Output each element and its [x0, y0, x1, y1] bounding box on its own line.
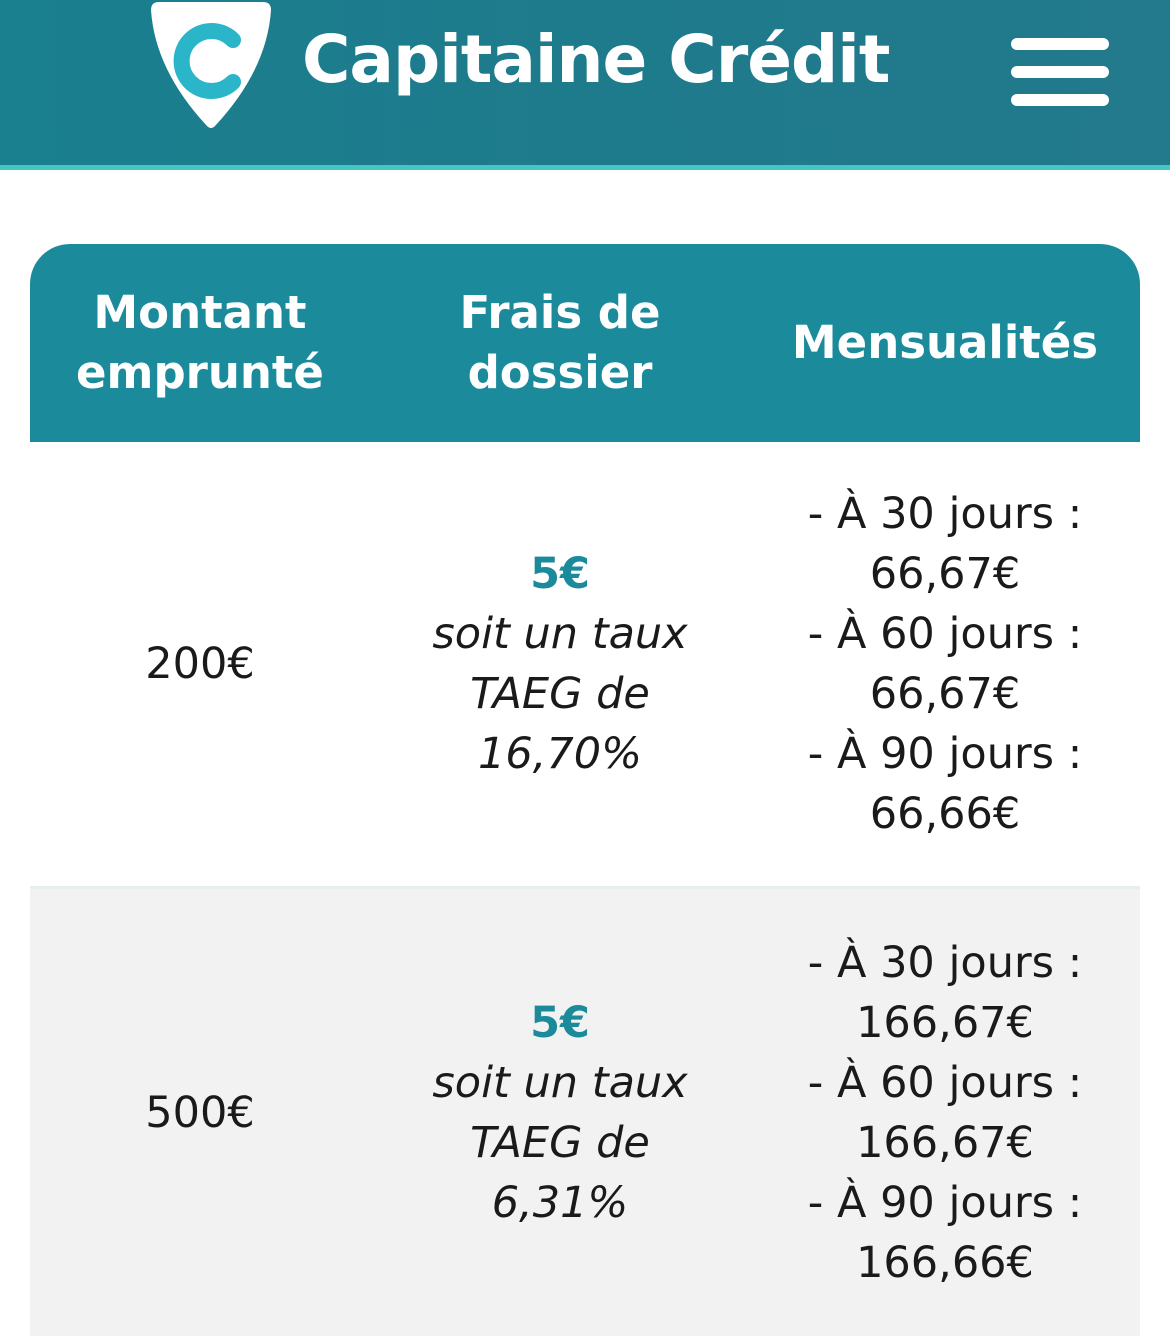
payment-value-30: 166,67€: [856, 997, 1034, 1048]
header-mensualites: Mensualités: [791, 316, 1099, 369]
hamburger-menu-icon[interactable]: [1006, 34, 1114, 110]
header-montant-emprunte: Montant emprunté: [76, 286, 324, 399]
payment-value-90: 166,66€: [856, 1237, 1034, 1288]
payment-label-60: - À 60 jours :: [807, 609, 1083, 659]
logo-shield-icon[interactable]: [145, 0, 277, 132]
fee-value: 5€: [530, 549, 590, 599]
payment-value-60: 166,67€: [856, 1117, 1034, 1168]
payment-value-60: 66,67€: [869, 669, 1021, 719]
brand-name[interactable]: Capitaine Crédit: [302, 21, 890, 98]
table-row: [30, 442, 1140, 886]
menu-bar-middle: [1011, 66, 1109, 78]
payment-label-30: - À 30 jours :: [807, 489, 1083, 539]
payment-label-30: - À 30 jours :: [807, 937, 1083, 988]
payment-label-90: - À 90 jours :: [807, 1177, 1083, 1228]
payment-label-90: - À 90 jours :: [807, 729, 1083, 779]
fee-value: 5€: [530, 997, 590, 1048]
payment-label-60: - À 60 jours :: [807, 1057, 1083, 1108]
fee-cell: [385, 889, 735, 1336]
table-row: [30, 886, 1140, 1336]
amount-cell: 200€: [145, 639, 255, 689]
payments-cell: [765, 442, 1125, 886]
header-frais-de-dossier: Frais de dossier: [459, 286, 661, 399]
menu-bar-top: [1011, 38, 1109, 50]
pricing-table: [30, 244, 1140, 1333]
payments-cell: [765, 889, 1125, 1336]
site-header: [0, 0, 1170, 170]
amount-cell: 500€: [145, 1087, 255, 1138]
fee-taeg-note: soit un taux TAEG de 16,70%: [432, 609, 688, 779]
fee-cell: [385, 442, 735, 886]
payment-value-30: 66,67€: [869, 549, 1021, 599]
fee-taeg-note: soit un taux TAEG de 6,31%: [432, 1057, 688, 1228]
table-header: [30, 244, 1140, 442]
menu-bar-bottom: [1011, 94, 1109, 106]
payment-value-90: 66,66€: [869, 789, 1021, 839]
